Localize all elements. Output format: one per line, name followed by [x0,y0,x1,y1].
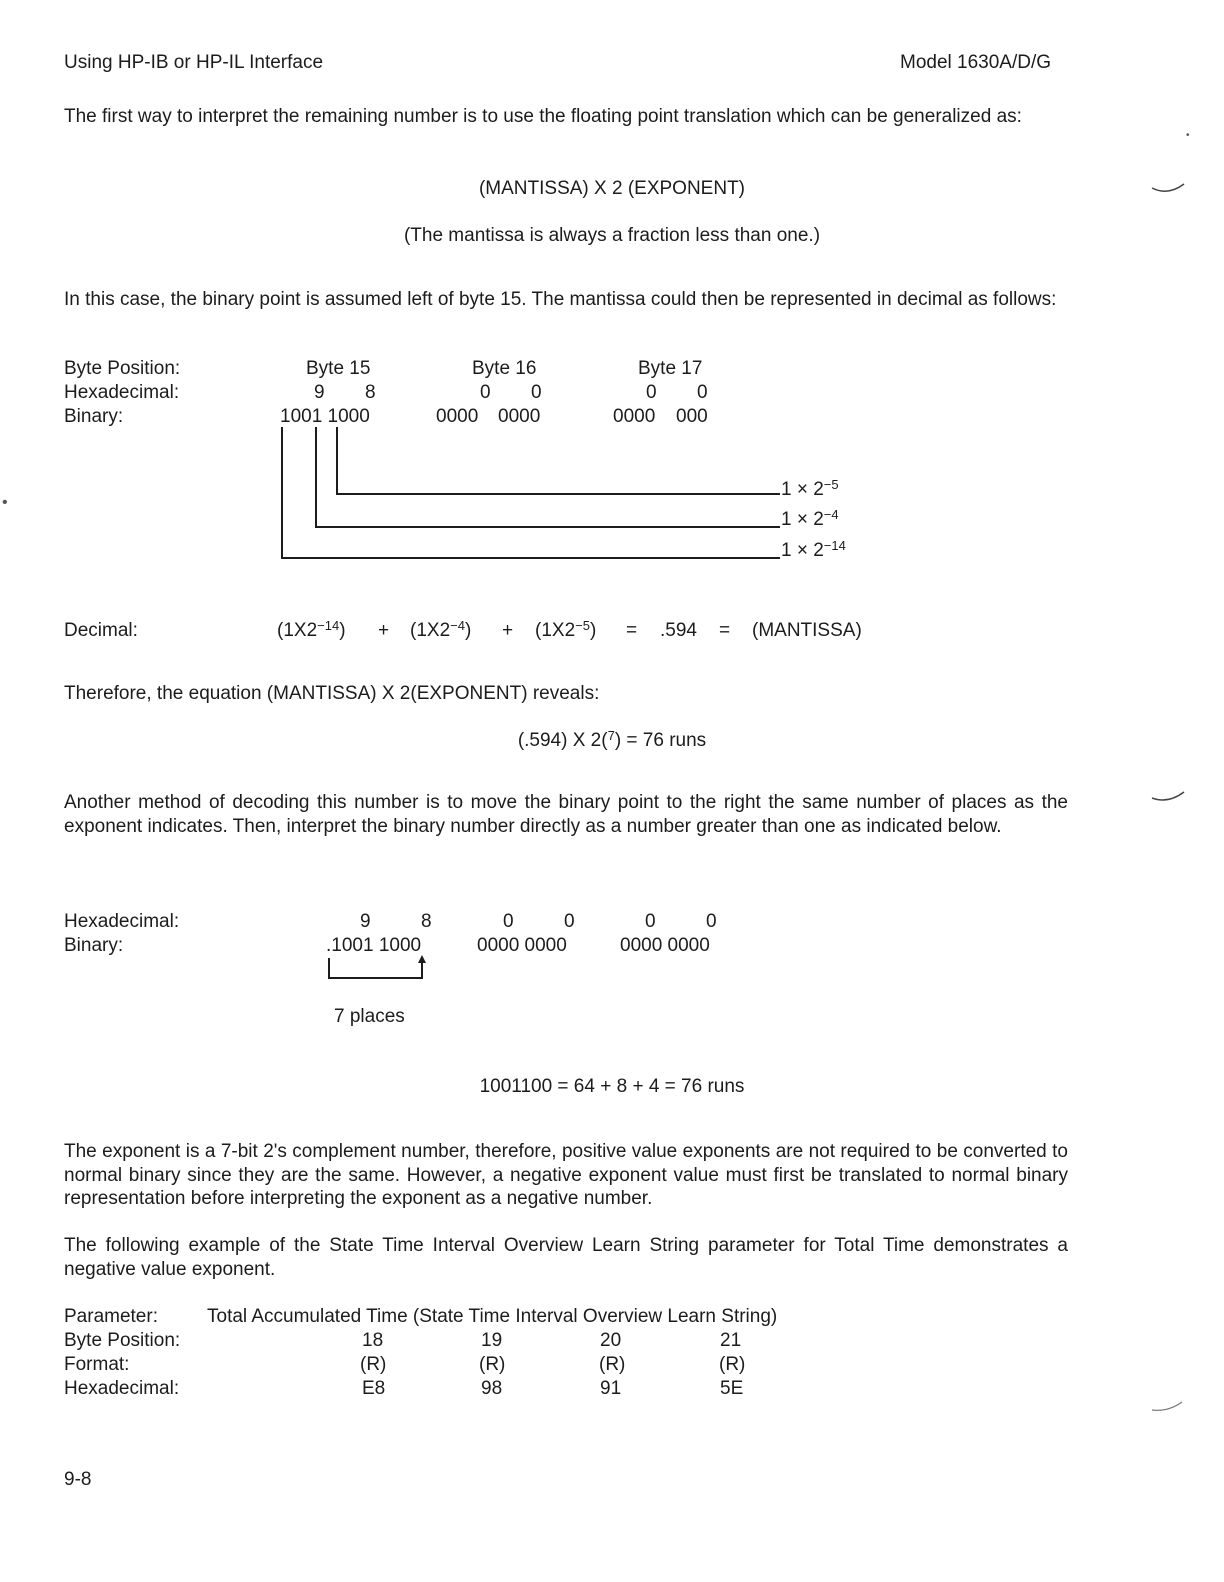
decimal-term-1: $(1X2^{-14})$ [277,618,346,641]
table3-cell: (R) [719,1354,746,1375]
byte17-position: Byte 17 [638,358,703,379]
formula-mantissa-exponent: (MANTISSA) X 2 (EXPONENT) [478,178,746,199]
bin2-group-3: 0000 0000 [620,935,710,956]
paragraph-floating-point-intro: The first way to interpret the remaining number is to use the floating point translation which can be generalized as: [64,106,1022,127]
running-header-right: Model 1630A/D/G [900,52,1052,73]
table3-cell: 21 [720,1330,742,1351]
table3-cell: 91 [600,1378,622,1399]
hex2-digit-1: 9 [360,911,371,932]
label-format: Format: [64,1354,130,1375]
label-binary: Binary: [64,406,124,427]
byte16-position: Byte 16 [472,358,537,379]
byte15-hex-high: 9 [314,382,325,403]
margin-scan-mark [1150,790,1190,810]
paragraph-another-method: Another method of decoding this number is to move the binary point to the right the same number of places as the exponent indicates. Then, interpret the binary number directly as a number greater than one as indicated below. [64,792,1068,837]
table3-cell: (R) [479,1354,506,1375]
margin-scan-mark [1150,1398,1190,1418]
label-byte-position-3: Byte Position: [64,1330,181,1351]
bracket-term-2-exp-minus-5: $1 \times 2^{-5}$ [781,477,839,500]
table3-cell: 98 [481,1378,503,1399]
label-decimal: Decimal: [64,620,138,641]
bracket-bit-4-vertical [315,427,317,528]
paragraph-therefore: Therefore, the equation (MANTISSA) X 2(EXPONENT) reveals: [64,683,600,704]
byte15-binary: 1001 1000 [280,406,370,427]
bracket-bit-1-horizontal [281,557,780,559]
label-hexadecimal-2: Hexadecimal: [64,911,180,932]
table3-cell: (R) [360,1354,387,1375]
running-header-left: Using HP-IB or HP-IL Interface [64,52,324,73]
table3-cell: 19 [481,1330,503,1351]
decimal-term-2: $(1X2^{-4})$ [410,618,472,641]
paragraph-negative-exponent-example: The following example of the State Time Interval Overview Learn String parameter for Total Time demonstrates a negative value exponent. [64,1235,1068,1280]
hex2-digit-5: 0 [645,911,656,932]
byte16-binary-low: 0000 [498,406,541,427]
table3-cell: E8 [362,1378,386,1399]
decimal-plus-2: + [502,620,514,641]
bracket-bit-1-vertical [281,427,283,559]
byte15-hex-low: 8 [365,382,376,403]
label-parameter: Parameter: [64,1306,158,1327]
bin2-group-2: 0000 0000 [477,935,567,956]
label-hexadecimal-3: Hexadecimal: [64,1378,180,1399]
byte16-hex-low: 0 [531,382,542,403]
byte16-hex-high: 0 [480,382,491,403]
margin-dot: • [2,494,8,511]
bracket-term-2-exp-minus-4: $1 \times 2^{-4}$ [781,507,839,530]
byte17-binary-low: 000 [676,406,708,427]
page-number: 9-8 [64,1469,92,1490]
decimal-term-3: $(1X2^{-5})$ [535,618,597,641]
byte16-binary-high: 0000 [436,406,479,427]
hex2-digit-4: 0 [564,911,575,932]
hex2-digit-3: 0 [503,911,514,932]
decimal-plus-1: + [378,620,390,641]
label-hexadecimal: Hexadecimal: [64,382,180,403]
label-binary-2: Binary: [64,935,124,956]
bin2-group-1: .1001 1000 [326,935,422,956]
paragraph-twos-complement: The exponent is a 7-bit 2's complement number, therefore, positive value exponents are not required to be converted to normal binary since they are the same. However, a negative exponent value must first be translated to normal binary representation before interpreting the exponent as a negative number. [64,1141,1068,1209]
hex2-digit-2: 8 [421,911,432,932]
decimal-equals-1: = [626,620,638,641]
bracket-bit-5-vertical [336,427,338,495]
decimal-equals-2: = [719,620,731,641]
formula-76-runs: (.594) X 2($^7$) = 76 runs [517,728,707,751]
table3-cell: (R) [599,1354,626,1375]
decimal-result: (MANTISSA) [752,620,862,641]
margin-scan-mark [1150,180,1190,200]
paragraph-binary-point: In this case, the binary point is assumed left of byte 15. The mantissa could then be represented in decimal as follows: [64,289,1057,310]
byte17-binary-high: 0000 [613,406,656,427]
table3-cell: 5E [720,1378,744,1399]
bracket-bit-4-horizontal [315,526,780,528]
seven-places-label: 7 places [334,1006,405,1027]
byte15-position: Byte 15 [306,358,371,379]
byte17-hex-low: 0 [697,382,708,403]
decimal-value: .594 [660,620,697,641]
label-byte-position: Byte Position: [64,358,181,379]
formula-mantissa-note: (The mantissa is always a fraction less than one.) [403,225,821,246]
margin-dot: • [1186,130,1190,141]
table3-cell: 18 [362,1330,384,1351]
seven-places-arrow [325,954,435,982]
parameter-value: Total Accumulated Time (State Time Interval Overview Learn String) [207,1306,778,1327]
byte17-hex-high: 0 [646,382,657,403]
hex2-digit-6: 0 [706,911,717,932]
bracket-bit-5-horizontal [336,493,780,495]
bracket-term-2-exp-minus-14: $1 \times 2^{-14}$ [781,538,846,561]
formula-binary-sum: 1001100 = 64 + 8 + 4 = 76 runs [479,1076,745,1097]
table3-cell: 20 [600,1330,622,1351]
